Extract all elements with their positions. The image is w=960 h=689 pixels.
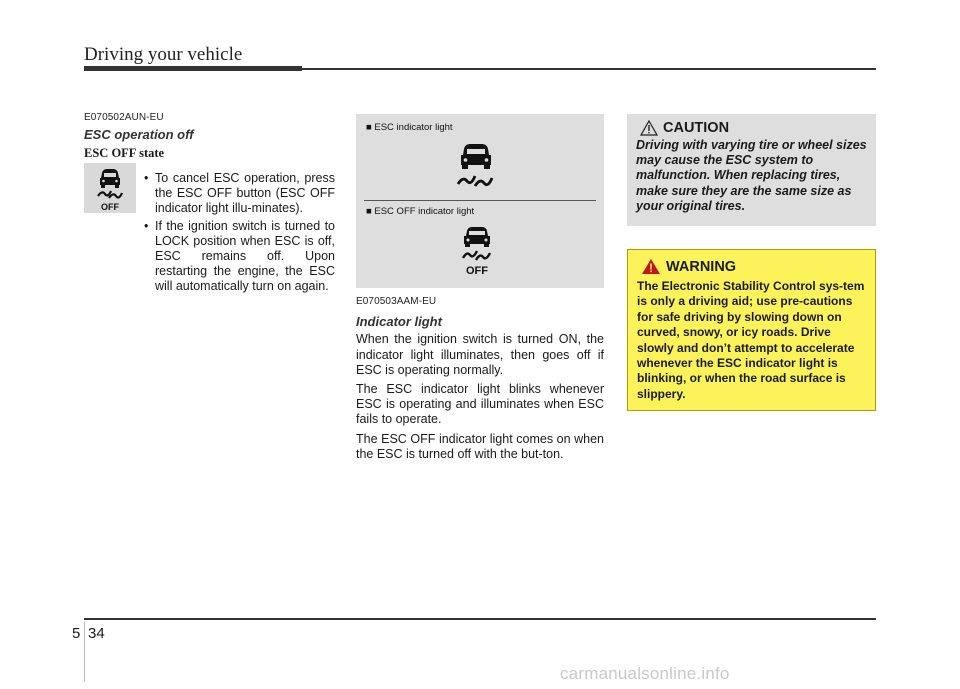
caution-box (627, 114, 876, 226)
footer-rule (84, 618, 876, 620)
esc-indicator-icon (448, 140, 504, 190)
esc-off-bullets (143, 171, 335, 297)
section-subhead: ESC operation off (84, 127, 194, 142)
paragraph: When the ignition switch is turned ON, the indicator light illuminates, then goes off if ESC is operating normally. (356, 332, 604, 377)
section-code: E070502AUN-EU (84, 112, 164, 123)
warning-header (641, 258, 866, 275)
list-item: • If the ignition switch is turned to LOCK position when ESC is off, ESC remains off. Upon restarting the engine, the ESC will automatically turn on again. (143, 219, 335, 295)
esc-off-indicator-text: OFF (466, 265, 488, 276)
esc-off-section (84, 112, 336, 164)
section-title: Driving your vehicle (84, 44, 243, 65)
indicator-illustration (356, 114, 604, 288)
list-item: • To cancel ESC operation, press the ESC OFF button (ESC OFF indicator light illu-minates). (143, 171, 335, 217)
warning-triangle-icon (641, 258, 661, 275)
indicator-divider (364, 200, 596, 201)
watermark: carmanualsonline.info (560, 664, 730, 683)
caution-text: Driving with varying tire or wheel sizes may cause the ESC system to malfunction. When replacing tires, make sure they are the same size as your original tires. (636, 138, 867, 213)
warning-box (627, 249, 876, 411)
paragraph: The ESC OFF indicator light comes on when the ESC is turned off with the but-ton. (356, 431, 604, 461)
title-rule-thick (84, 66, 302, 71)
esc-off-icon-label: OFF (101, 202, 119, 212)
page-number: 34 (88, 625, 105, 642)
esc-off-indicator-icon (456, 224, 498, 276)
indicator-light-section (356, 294, 604, 466)
esc-indicator-label: ■ ESC indicator light (366, 122, 453, 133)
state-label: ESC OFF state (84, 146, 165, 160)
footer-separator (84, 622, 85, 682)
chapter-number: 5 (72, 625, 81, 642)
caution-header (640, 120, 867, 136)
section-code: E070503AAM-EU (356, 296, 437, 307)
esc-off-indicator-label: ■ ESC OFF indicator light (366, 206, 475, 217)
caution-label: CAUTION (663, 120, 730, 136)
warning-text: The Electronic Stability Control sys-tem is only a driving aid; use pre-cautions for safe driving by slowing down on curved, snowy, or icy roads. Drive slowly and don’t attempt to accelerate whenever the ESC indicator light is blinking, or when the road surface is slippery. (637, 279, 865, 401)
warning-label: WARNING (666, 258, 737, 275)
esc-off-icon (84, 163, 136, 213)
caution-triangle-icon (640, 120, 658, 136)
paragraph: The ESC indicator light blinks whenever ESC is operating and illuminates when ESC fails to operate. (356, 382, 604, 427)
title-rule-thin (302, 68, 876, 70)
section-subhead: Indicator light (356, 314, 442, 330)
